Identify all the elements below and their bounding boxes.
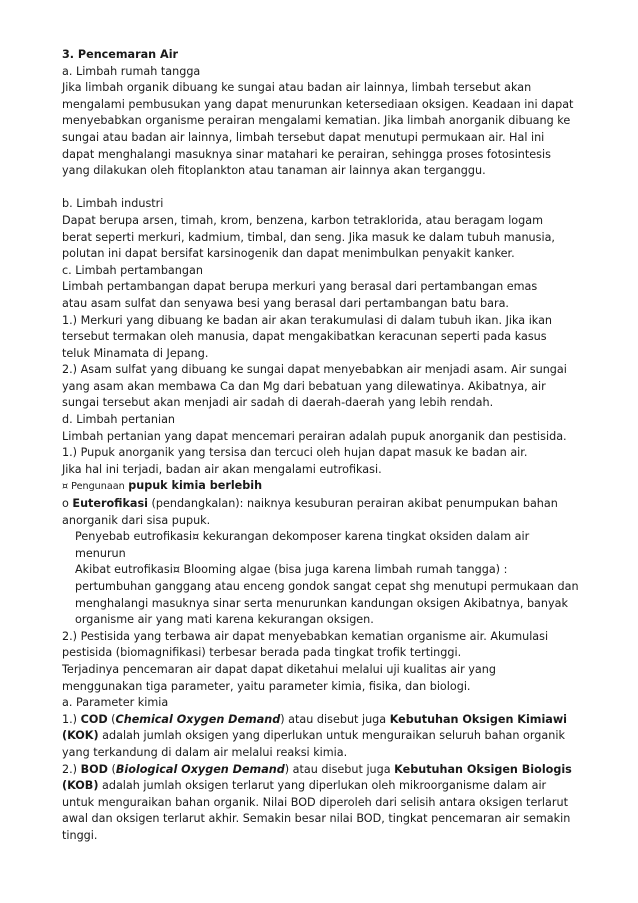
text-line: yang dilakukan oleh fitoplankton atau tanaman air lainnya akan terganggu. [62,164,486,178]
text-line: 1.) Merkuri yang dibuang ke badan air akan terakumulasi di dalam tubuh ikan. Jika ikan [62,313,553,327]
text-line: menyebabkan organisme perairan mengalami kematian. Jika limbah anorganik dibuang ke [62,114,571,128]
heading-limbah-industri: b. Limbah industri [62,197,164,211]
text-line: tinggi. [62,828,98,842]
paragraph-limbah-rumah-tangga [62,80,602,180]
term-kebutuhan-oksigen-biologis: Kebutuhan Oksigen Biologis [394,762,572,776]
paragraph-limbah-pertambangan [62,279,602,412]
indented-block [62,529,602,629]
text-line: menggunakan tiga parameter, yaitu parameter kimia, fisika, dan biologi. [62,679,471,693]
paragraph-pestisida [62,629,602,712]
section-title: 3. Pencemaran Air [62,48,179,61]
term-bod: BOD [80,762,108,776]
text-line: Penyebab eutrofikasi¤ kekurangan dekomposer karena tingkat oksiden dalam air [75,530,530,544]
list-marker: o [62,497,69,511]
text-line: Limbah pertanian yang dapat mencemari perairan adalah pupuk anorganik dan pestisida. [62,429,567,443]
text-line: yang terkandung di dalam air melalui reaksi kimia. [62,745,348,759]
text-line: organisme air yang mati karena kekurangan oksigen. [75,613,374,627]
text-line: teluk Minamata di Jepang. [62,346,209,360]
text-line: yang asam akan membawa Ca dan Mg dari bebatuan yang dilewatinya. Akibatnya, air [62,379,546,393]
text-line: Limbah pertambangan dapat berupa merkuri yang berasal dari pertambangan emas [62,280,538,294]
term-cod-full: Chemical Oxygen Demand [115,712,281,726]
text-line: awal dan oksigen terlarut akhir. Semakin besar nilai BOD, tingkat pencemaran air semakin [62,812,571,826]
paragraph-limbah-industri [62,213,602,263]
text-line: 2.) Pestisida yang terbawa air dapat menyebabkan kematian organisme air. Akumulasi [62,629,549,643]
text-line: Jika hal ini terjadi, badan air akan mengalami eutrofikasi. [62,462,382,476]
bullet-pupuk-kimia [62,478,602,496]
text-line: menghalangi masuknya sinar serta menurunkan kandungan oksigen Akibatnya, banyak [75,596,568,610]
paragraph-cod: 1.) COD (Chemical Oxygen Demand) atau disebut juga Kebutuhan Oksigen Kimiawi (KOK) adalah jumlah oksigen yang diperlukan untuk menguraikan seluruh bahan organik yang terkandung di dalam air melalui reaksi kimia. [62,712,602,762]
heading-limbah-pertanian: d. Limbah pertanian [62,413,176,427]
text-line: berat seperti merkuri, kadmium, timbal, dan seng. Jika masuk ke dalam tubuh manusia, [62,230,555,244]
paragraph-gap [62,180,602,197]
text-line: tersebut termakan oleh manusia, dapat mengakibatkan keracunan seperti pada kasus [62,330,547,344]
text-line: anorganik dari sisa pupuk. [62,513,211,527]
text-line: mengalami pembusukan yang dapat menurunkan ketersediaan oksigen. Keadaan ini dapat [62,97,574,111]
term-cod: COD [80,712,108,726]
text-line: Akibat eutrofikasi¤ Blooming algae (bisa juga karena limbah rumah tangga) : [75,563,508,577]
text-line: Terjadinya pencemaran air dapat dapat diketahui melalui uji kualitas air yang [62,662,496,676]
term-kok: (KOK) [62,729,99,743]
text-line: pestisida (biomagnifikasi) terbesar berada pada tingkat trofik tertinggi. [62,646,462,660]
term-kebutuhan-oksigen-kimiawi: Kebutuhan Oksigen Kimiawi [389,712,568,726]
text-line: Jika limbah organik dibuang ke sungai atau badan air lainnya, limbah tersebut akan [62,81,532,95]
bullet-bold-text: pupuk kimia berlebih [128,479,263,493]
text-line: sungai atau badan air lainnya, limbah tersebut dapat menutupi permukaan air. Hal ini [62,130,545,144]
text-line: untuk menguraikan bahan organik. Nilai BOD diperoleh dari selisih antara oksigen terlarut [62,795,568,809]
document-page [62,47,602,845]
text-line: polutan ini dapat bersifat karsinogenik dan dapat menimbulkan penyakit kanker. [62,247,515,261]
eutrofikasi-definition: o Euterofikasi (pendangkalan): naiknya kesuburan perairan akibat penumpukan bahan [62,497,558,511]
bullet-prefix: ¤ Pengunaan [62,481,125,493]
paragraph-limbah-pertanian [62,429,602,479]
text-line: sungai tersebut akan menjadi air sadah di daerah-daerah yang lebih rendah. [62,396,494,410]
heading-limbah-pertambangan: c. Limbah pertambangan [62,263,203,277]
heading-limbah-rumah-tangga: a. Limbah rumah tangga [62,64,201,78]
text-line: pertumbuhan ganggang atau enceng gondok sangat cepat shg menutupi permukaan dan [75,580,579,593]
text-line: Dapat berupa arsen, timah, krom, benzena, karbon tetraklorida, atau beragam logam [62,213,544,227]
text-line: menurun [75,546,126,560]
heading-parameter-kimia: a. Parameter kimia [62,696,169,710]
text-line: atau asam sulfat dan senyawa besi yang berasal dari pertambangan batu bara. [62,296,509,310]
term-eutrofikasi: Euterofikasi [72,497,148,511]
text-line: dapat menghalangi masuknya sinar matahari ke perairan, sehingga proses fotosintesis [62,147,551,161]
term-bod-full: Biological Oxygen Demand [115,762,285,776]
paragraph-bod: 2.) BOD (Biological Oxygen Demand) atau disebut juga Kebutuhan Oksigen Biologis (KOB) adalah jumlah oksigen terlarut yang diperlukan oleh mikroorganisme dalam air untuk menguraikan bahan organik. Nilai BOD diperoleh dari selisih antara oksigen terlarut awal dan oksigen terlarut akhir. Semakin besar nilai BOD, tingkat pencemaran air semakin tinggi. [62,762,602,845]
term-kob: (KOB) [62,779,99,793]
text-line: 1.) Pupuk anorganik yang tersisa dan tercuci oleh hujan dapat masuk ke badan air. [62,446,528,460]
text-line: 2.) Asam sulfat yang dibuang ke sungai dapat menyebabkan air menjadi asam. Air sungai [62,363,567,377]
